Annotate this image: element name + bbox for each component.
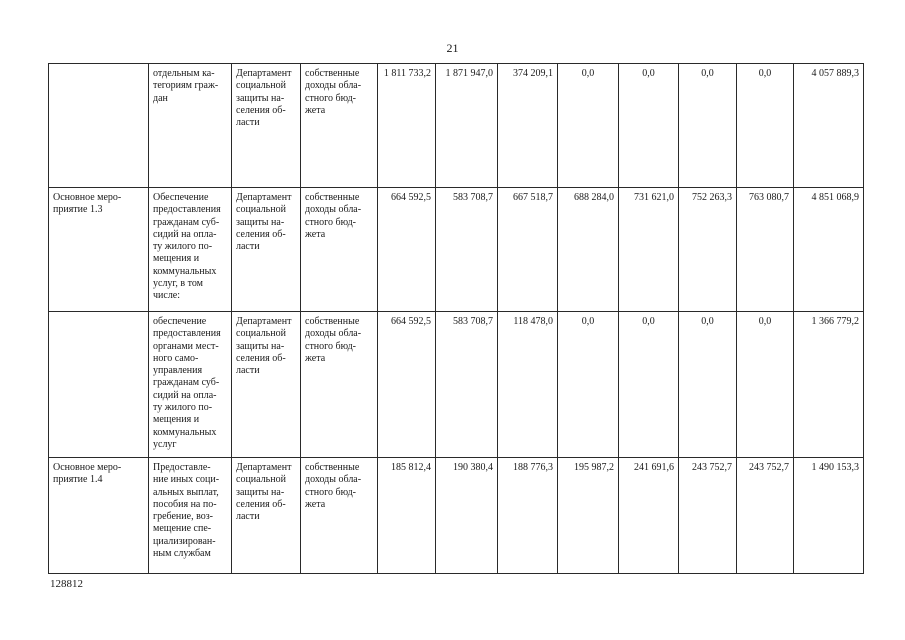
description-cell: Обеспечение предоставления гражданам суб- сидий на опла- ту жилого по- мещения и коммунальных услуг, в том числе: [149, 188, 232, 312]
value-cell: 118 478,0 [498, 312, 558, 458]
value-cell: 0,0 [619, 64, 679, 188]
value-cell: 763 080,7 [737, 188, 794, 312]
table-row [49, 64, 864, 188]
value-cell: 195 987,2 [558, 458, 619, 574]
value-cell: 0,0 [558, 312, 619, 458]
value-cell: 243 752,7 [679, 458, 737, 574]
value-cell: 688 284,0 [558, 188, 619, 312]
value-cell: 583 708,7 [436, 188, 498, 312]
value-cell: 0,0 [619, 312, 679, 458]
value-cell: 243 752,7 [737, 458, 794, 574]
value-cell: 664 592,5 [378, 188, 436, 312]
total-cell: 4 851 068,9 [794, 188, 864, 312]
value-cell: 664 592,5 [378, 312, 436, 458]
funding-source-cell: собственные доходы обла- стного бюд- жета [301, 458, 378, 574]
value-cell: 1 811 733,2 [378, 64, 436, 188]
value-cell: 185 812,4 [378, 458, 436, 574]
value-cell: 583 708,7 [436, 312, 498, 458]
executor-cell: Департамент социальной защиты на- селения об- ласти [232, 312, 301, 458]
value-cell: 0,0 [737, 312, 794, 458]
value-cell: 0,0 [679, 64, 737, 188]
total-cell: 4 057 889,3 [794, 64, 864, 188]
table-row [49, 458, 864, 574]
funding-source-cell: собственные доходы обла- стного бюд- жета [301, 312, 378, 458]
event-cell: Основное меро- приятие 1.4 [49, 458, 149, 574]
description-cell: отдельным ка- тегориям граж- дан [149, 64, 232, 188]
value-cell: 0,0 [737, 64, 794, 188]
value-cell: 731 621,0 [619, 188, 679, 312]
total-cell: 1 490 153,3 [794, 458, 864, 574]
executor-cell: Департамент социальной защиты на- селения об- ласти [232, 458, 301, 574]
event-cell [49, 64, 149, 188]
page-number: 21 [446, 41, 459, 55]
value-cell: 1 871 947,0 [436, 64, 498, 188]
funding-source-cell: собственные доходы обла- стного бюд- жета [301, 64, 378, 188]
budget-table [48, 63, 864, 574]
value-cell: 752 263,3 [679, 188, 737, 312]
value-cell: 190 380,4 [436, 458, 498, 574]
funding-source-cell: собственные доходы обла- стного бюд- жета [301, 188, 378, 312]
event-cell: Основное меро- приятие 1.3 [49, 188, 149, 312]
description-cell: обеспечение предоставления органами мест- ного само- управления гражданам суб- сидий на опла- ту жилого по- мещения и коммунальных услуг [149, 312, 232, 458]
executor-cell: Департамент социальной защиты на- селения об- ласти [232, 64, 301, 188]
table-row [49, 188, 864, 312]
value-cell: 0,0 [558, 64, 619, 188]
value-cell: 0,0 [679, 312, 737, 458]
document-code: 128812 [50, 578, 83, 590]
value-cell: 241 691,6 [619, 458, 679, 574]
total-cell: 1 366 779,2 [794, 312, 864, 458]
value-cell: 188 776,3 [498, 458, 558, 574]
description-cell: Предоставле- ние иных соци- альных выплат, пособия на по- гребение, воз- мещение спе- циализирован- ным службам [149, 458, 232, 574]
event-cell [49, 312, 149, 458]
executor-cell: Департамент социальной защиты на- селения об- ласти [232, 188, 301, 312]
value-cell: 667 518,7 [498, 188, 558, 312]
value-cell: 374 209,1 [498, 64, 558, 188]
table-row [49, 312, 864, 458]
